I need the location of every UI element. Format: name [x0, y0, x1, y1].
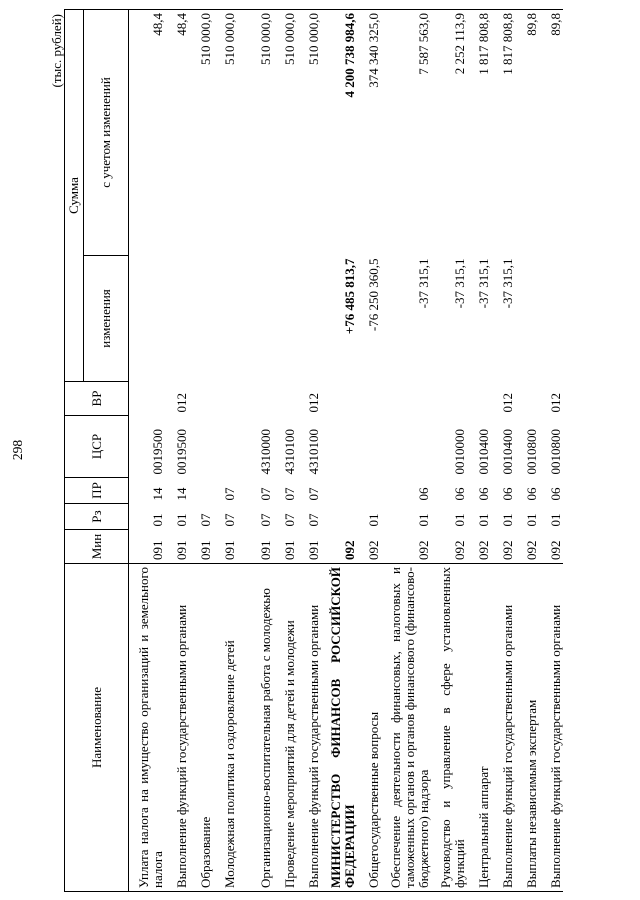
row-vr-code — [129, 382, 166, 416]
row-changes — [297, 256, 321, 382]
row-changes: -37 315,1 — [476, 258, 491, 309]
row-vr-code: 012 — [500, 393, 515, 413]
row-pr-code: 06 — [500, 487, 515, 501]
row-min-code: 092 — [524, 540, 539, 560]
row-name: Центральный аппарат — [467, 564, 491, 892]
row-rz-code: 01 — [524, 513, 539, 527]
row-pr-code: 06 — [416, 487, 431, 501]
row-csr-code: 0010000 — [452, 429, 467, 475]
row-name: Уплата налога на имущество организаций и земельного налога — [129, 564, 166, 892]
row-total: 510 000,0 — [273, 10, 297, 256]
row-name: МИНИСТЕРСТВО ФИНАНСОВ РОССИЙСКОЙ ФЕДЕРАЦИИ — [321, 564, 357, 892]
row-pr-code — [357, 478, 381, 504]
row-changes: -37 315,1 — [416, 258, 431, 309]
table-row — [273, 10, 297, 892]
row-changes — [539, 256, 563, 382]
row-total: 89,8 — [539, 10, 563, 256]
row-changes — [273, 256, 297, 382]
row-min-code: 091 — [150, 540, 165, 560]
table-header — [65, 10, 129, 892]
row-vr-code: 012 — [174, 393, 189, 413]
row-rz-code: 01 — [452, 513, 467, 527]
row-total: 4 200 738 984,6 — [321, 10, 357, 256]
row-vr-code — [321, 382, 357, 416]
row-changes — [189, 256, 213, 382]
table-row — [381, 10, 431, 892]
row-csr-code: 0010800 — [548, 429, 563, 475]
table-row — [213, 10, 237, 892]
row-csr-code — [213, 416, 237, 478]
row-rz-code: 07 — [258, 513, 273, 527]
table-row — [431, 10, 467, 892]
table-row — [321, 10, 357, 892]
row-pr-code: 06 — [548, 487, 563, 501]
row-rz-code: 01 — [548, 513, 563, 527]
row-name: Общегосударственные вопросы — [357, 564, 381, 892]
row-vr-code — [237, 382, 273, 416]
row-min-code: 092 — [342, 540, 357, 560]
row-name: Выполнение функций государственными органами — [297, 564, 321, 892]
row-name: Организационно-воспитательная работа с молодежью — [237, 564, 273, 892]
row-changes — [213, 256, 237, 382]
page-number: 298 — [10, 439, 25, 461]
row-total: 1 817 808,8 — [467, 10, 491, 256]
row-min-code: 092 — [500, 540, 515, 560]
row-changes — [237, 256, 273, 382]
row-csr-code — [381, 416, 431, 478]
row-rz-code: 07 — [282, 513, 297, 527]
row-pr-code — [189, 478, 213, 504]
row-name: Молодежная политика и оздоровление детей — [213, 564, 237, 892]
row-pr-code: 07 — [282, 487, 297, 501]
header-min: Мин — [65, 530, 129, 564]
row-csr-code: 0019500 — [150, 429, 165, 475]
table-row — [467, 10, 491, 892]
row-min-code: 091 — [222, 540, 237, 560]
header-sum: Сумма — [65, 10, 84, 382]
row-csr-code: 0010400 — [500, 429, 515, 475]
row-vr-code — [467, 382, 491, 416]
row-min-code: 091 — [258, 540, 273, 560]
row-rz-code: 07 — [198, 513, 213, 527]
row-name: Проведение мероприятий для детей и молодежи — [273, 564, 297, 892]
row-vr-code — [357, 382, 381, 416]
row-rz-code: 01 — [366, 513, 381, 527]
row-name: Руководство и управление в сфере установленных функций — [431, 564, 467, 892]
units-note: (тыс. рублей) — [49, 14, 64, 88]
row-rz-code: 01 — [150, 513, 165, 527]
row-pr-code: 14 — [150, 487, 165, 501]
row-changes: -76 250 360,5 — [366, 258, 381, 332]
row-csr-code: 0019500 — [174, 429, 189, 475]
row-pr-code: 06 — [452, 487, 467, 501]
header-csr: ЦСР — [65, 416, 129, 478]
row-min-code: 092 — [476, 540, 491, 560]
row-vr-code: 012 — [306, 393, 321, 413]
row-changes — [165, 256, 189, 382]
row-min-code: 092 — [548, 540, 563, 560]
table-row — [129, 10, 166, 892]
row-rz-code: 01 — [500, 513, 515, 527]
header-name: Наименование — [65, 564, 129, 892]
row-name: Выполнение функций государственными органами — [539, 564, 563, 892]
row-min-code: 091 — [198, 540, 213, 560]
row-vr-code — [213, 382, 237, 416]
header-vr: ВР — [65, 382, 129, 416]
table-row — [515, 10, 539, 892]
row-pr-code — [321, 478, 357, 504]
table-row — [491, 10, 515, 892]
row-total: 2 252 113,9 — [431, 10, 467, 256]
row-rz-code: 01 — [416, 513, 431, 527]
row-changes — [515, 256, 539, 382]
table-row — [357, 10, 381, 892]
row-vr-code — [515, 382, 539, 416]
row-name: Обеспечение деятельности финансовых, налоговых и таможенных органов и органов финансового (финансово-бюджетного) надзора — [381, 564, 431, 892]
row-rz-code: 01 — [476, 513, 491, 527]
row-total: 510 000,0 — [237, 10, 273, 256]
row-total: 510 000,0 — [297, 10, 321, 256]
row-name: Выполнение функций государственными органами — [491, 564, 515, 892]
row-pr-code: 06 — [476, 487, 491, 501]
row-total: 48,4 — [165, 10, 189, 256]
header-changes: изменения — [84, 256, 129, 382]
row-csr-code: 4310100 — [306, 429, 321, 475]
row-name: Выплаты независимым экспертам — [515, 564, 539, 892]
table-row — [237, 10, 273, 892]
row-changes — [129, 256, 166, 382]
row-vr-code — [189, 382, 213, 416]
row-csr-code: 4310100 — [282, 429, 297, 475]
row-rz-code: 07 — [306, 513, 321, 527]
row-total: 510 000,0 — [213, 10, 237, 256]
row-rz-code: 01 — [174, 513, 189, 527]
row-csr-code — [321, 416, 357, 478]
row-pr-code: 07 — [222, 487, 237, 501]
row-csr-code — [357, 416, 381, 478]
row-min-code: 092 — [452, 540, 467, 560]
row-total: 1 817 808,8 — [491, 10, 515, 256]
row-vr-code: 012 — [548, 393, 563, 413]
row-total: 374 340 325,0 — [357, 10, 381, 256]
row-pr-code: 06 — [524, 487, 539, 501]
row-csr-code — [189, 416, 213, 478]
row-changes: +76 485 813,7 — [342, 258, 357, 335]
row-total: 89,8 — [515, 10, 539, 256]
row-vr-code — [381, 382, 431, 416]
row-total: 48,4 — [129, 10, 166, 256]
row-pr-code: 07 — [258, 487, 273, 501]
row-changes: -37 315,1 — [500, 258, 515, 309]
row-csr-code: 4310000 — [258, 429, 273, 475]
table-row — [165, 10, 189, 892]
table-row — [189, 10, 213, 892]
budget-table — [64, 9, 563, 892]
row-csr-code: 0010400 — [476, 429, 491, 475]
row-min-code: 091 — [306, 540, 321, 560]
table-row — [539, 10, 563, 892]
header-pr: ПР — [65, 478, 129, 504]
row-vr-code — [273, 382, 297, 416]
row-pr-code: 07 — [306, 487, 321, 501]
row-pr-code: 14 — [174, 487, 189, 501]
row-min-code: 091 — [282, 540, 297, 560]
table-body — [129, 10, 564, 892]
row-rz-code: 07 — [222, 513, 237, 527]
row-total: 7 587 563,0 — [381, 10, 431, 256]
row-csr-code: 0010800 — [524, 429, 539, 475]
row-vr-code — [431, 382, 467, 416]
row-min-code: 091 — [174, 540, 189, 560]
table-row — [297, 10, 321, 892]
row-name: Образование — [189, 564, 213, 892]
header-rz: Рз — [65, 504, 129, 530]
row-total: 510 000,0 — [189, 10, 213, 256]
row-min-code: 092 — [366, 540, 381, 560]
row-changes: -37 315,1 — [452, 258, 467, 309]
header-with-changes: с учетом изменений — [84, 10, 129, 256]
row-name: Выполнение функций государственными органами — [165, 564, 189, 892]
row-rz-code — [321, 504, 357, 530]
row-min-code: 092 — [416, 540, 431, 560]
